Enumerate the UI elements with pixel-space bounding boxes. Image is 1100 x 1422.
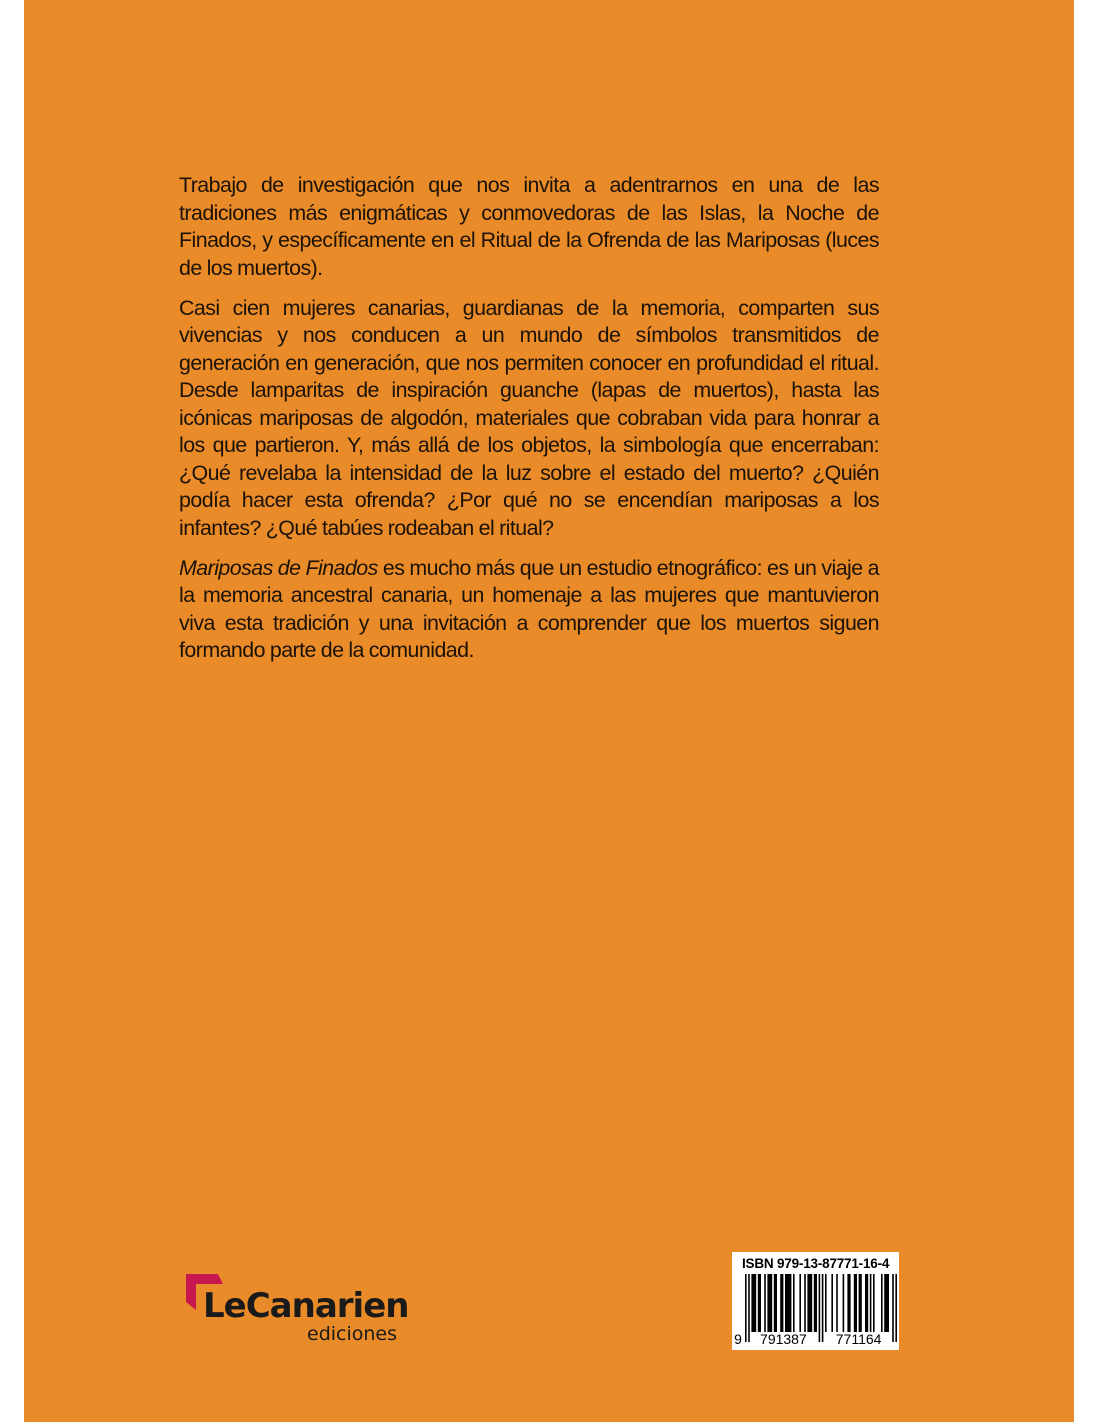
blurb-paragraph-3-text: es mucho más que un estudio etnográfico: es un viaje a la memoria ancestral canaria, un homenaje a las mujeres que mantuvieron viva esta tradición y una invitación a comprender que los muertos siguen formando parte de la comunidad. <box>179 555 880 662</box>
barcode-bar <box>859 1274 862 1332</box>
isbn-label: ISBN 979-13-87771-16-4 <box>742 1256 890 1271</box>
barcode-bar <box>831 1274 833 1332</box>
barcode-bar <box>847 1274 850 1332</box>
barcode-bar <box>748 1274 750 1342</box>
barcode-digits-right: 771164 <box>835 1331 882 1346</box>
publisher-name: LeCanarien <box>203 1286 409 1326</box>
barcode-bar <box>764 1274 766 1332</box>
barcode-bar <box>751 1274 756 1332</box>
barcode-bar <box>758 1274 761 1332</box>
blurb-paragraph-1: Trabajo de investigación que nos invita a adentrarnos en una de las tradiciones más enigmáticas y conmovedoras de las Islas, la Noche de Finados, y específicamente en el Ritual de la Ofrenda de las Mariposas (luces de los muertos). <box>179 173 879 280</box>
barcode-bar <box>895 1274 897 1342</box>
barcode-bar <box>780 1274 783 1332</box>
isbn-barcode <box>732 1252 899 1350</box>
publisher-logo <box>178 1266 438 1348</box>
barcode-bar <box>774 1274 777 1332</box>
book-title-italic: Mariposas de Finados <box>179 555 378 580</box>
blurb-paragraph-2: Casi cien mujeres canarias, guardianas de la memoria, comparten sus vivencias y nos conducen a un mundo de símbolos transmitidos de generación en generación, que nos permiten conocer en profundidad el ritual. Desde lamparitas de inspiración guanche (lapas de muertos), hasta las icónicas mariposas de algodón, materiales que cobraban vida para honrar a los que partieron. Y, más allá de los objetos, la simbología que encerraban: ¿Qué revelaba la intensidad de la luz sobre el estado del muerto? ¿Quién podía hacer esta ofrenda? ¿Por qué no se encendían mariposas a los infantes? ¿Qué tabúes rodeaban el ritual? <box>179 295 879 540</box>
barcode-bar <box>767 1274 772 1332</box>
barcode-bar <box>892 1274 894 1342</box>
barcode-bar <box>785 1274 791 1332</box>
barcode-bar <box>745 1274 747 1342</box>
barcode-bar <box>804 1274 806 1332</box>
barcode-digit-first: 9 <box>734 1331 742 1346</box>
barcode-bar <box>865 1274 868 1332</box>
barcode-bar <box>881 1274 883 1332</box>
publisher-subtitle: ediciones <box>307 1323 398 1345</box>
blurb-paragraph-3 <box>179 555 879 665</box>
barcode-bar <box>870 1274 872 1332</box>
back-cover-blurb <box>179 172 879 677</box>
barcode-digits-left: 791387 <box>760 1331 807 1346</box>
barcode-bar <box>884 1274 889 1332</box>
barcode-bar <box>825 1274 827 1332</box>
barcode-bar <box>873 1274 875 1332</box>
barcode-bar <box>799 1274 801 1332</box>
barcode-bar <box>814 1274 817 1332</box>
barcode-bar <box>836 1274 838 1332</box>
barcode-bar <box>843 1274 845 1332</box>
barcode-bars <box>732 1274 899 1346</box>
barcode-bar <box>793 1274 795 1332</box>
barcode-bar <box>807 1274 812 1332</box>
barcode-bar <box>822 1274 824 1342</box>
barcode-bar <box>854 1274 857 1332</box>
barcode-bar <box>819 1274 821 1342</box>
